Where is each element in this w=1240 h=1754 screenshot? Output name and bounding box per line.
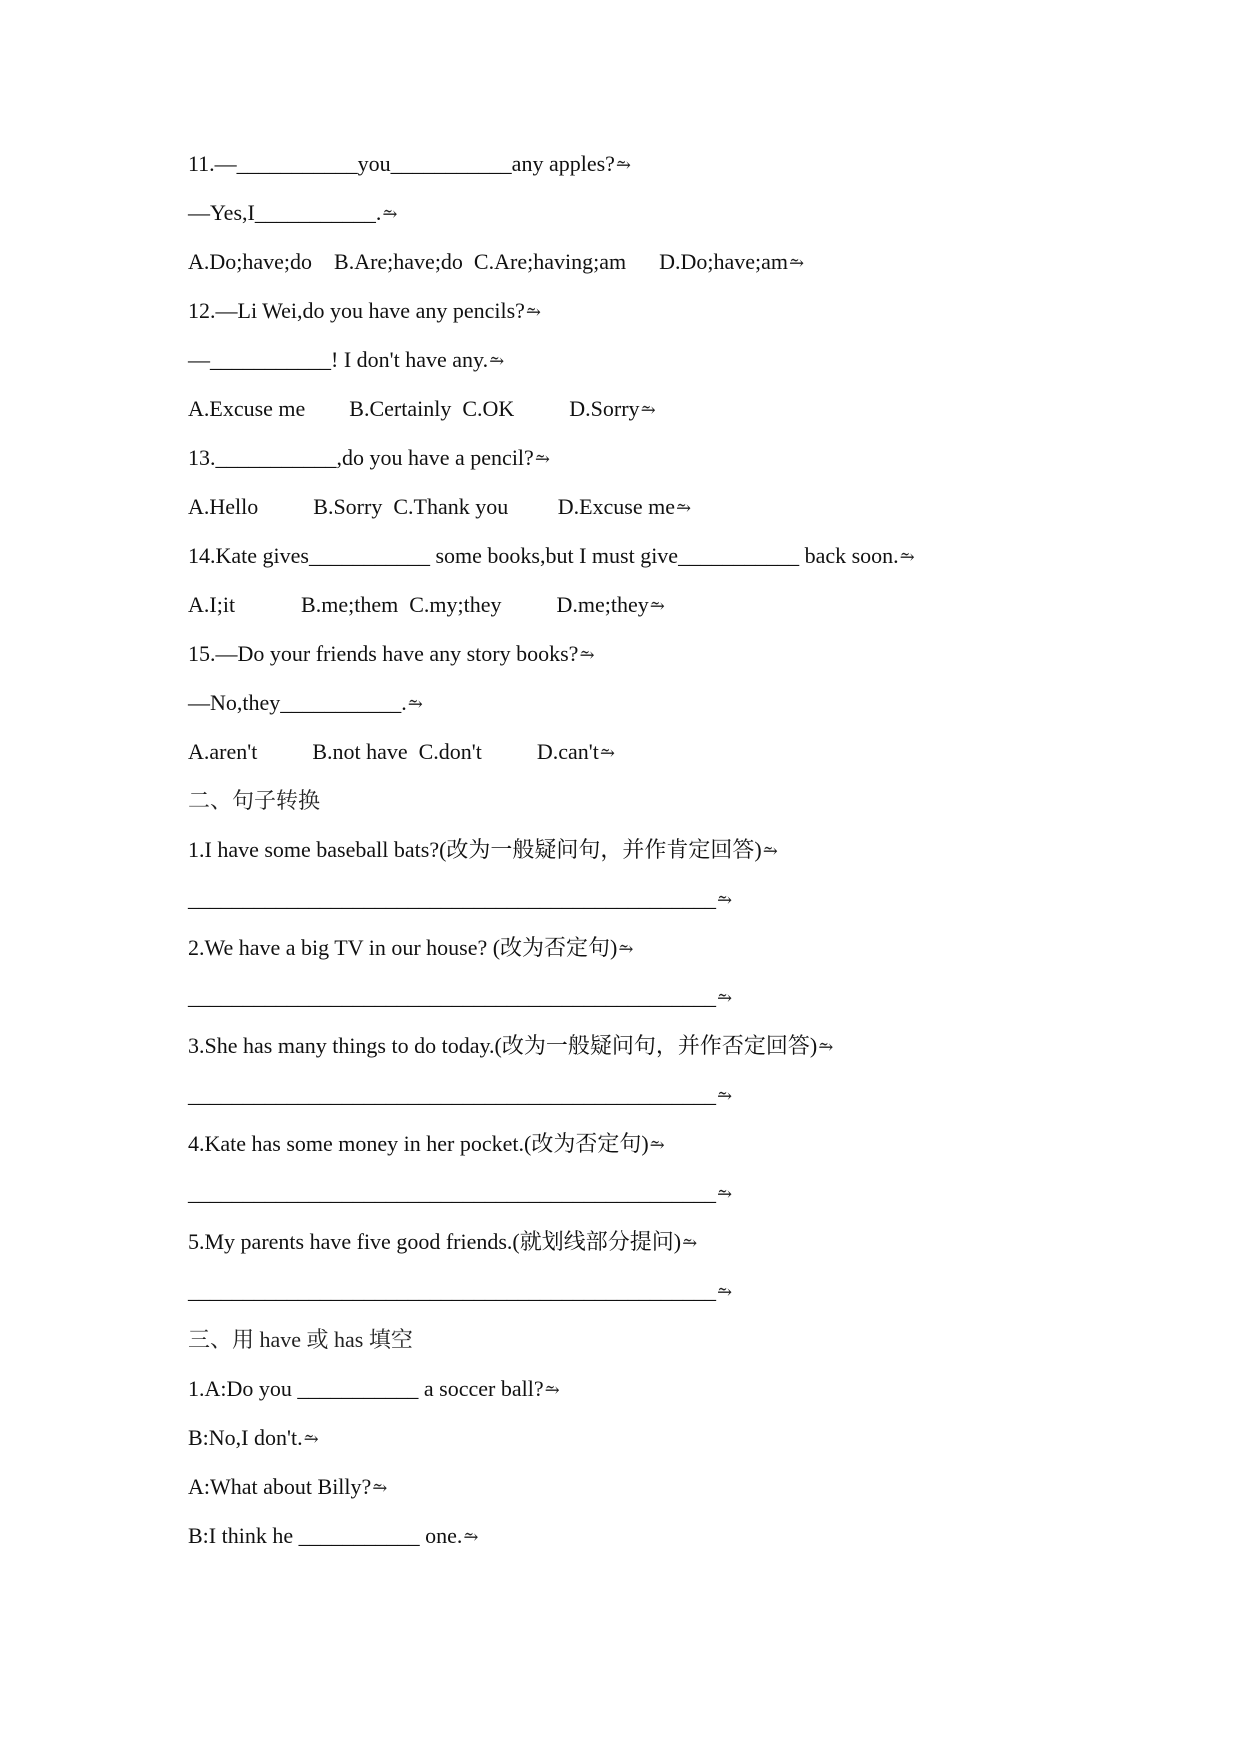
paragraph-mark-icon: ⥲ bbox=[599, 743, 615, 763]
paragraph-mark-icon: ⥲ bbox=[489, 351, 505, 371]
paragraph-mark-icon: ⥲ bbox=[640, 400, 656, 420]
transform-1-prompt: 1.I have some baseball bats?(改为一般疑问句，并作肯定回答)⥲ bbox=[188, 837, 778, 862]
question-15-stem: 15.—Do your friends have any story books?⥲ bbox=[188, 641, 595, 666]
fill-1-d: B:I think he ___________ one.⥲ bbox=[188, 1523, 479, 1548]
section-3-heading: 三、用 have 或 has 填空 bbox=[188, 1327, 413, 1352]
paragraph-mark-icon: ⥲ bbox=[682, 1233, 698, 1253]
paragraph-mark-icon: ⥲ bbox=[676, 498, 692, 518]
question-11-stem: 11.—___________you___________any apples?⥲ bbox=[188, 151, 632, 176]
question-15-options: A.aren't B.not have C.don't D.can't⥲ bbox=[188, 739, 615, 764]
paragraph-mark-icon: ⥲ bbox=[544, 1380, 560, 1400]
section-2-heading: 二、句子转换 bbox=[188, 788, 321, 813]
transform-1-blank[interactable]: ________________________________________________⥲ bbox=[188, 886, 733, 911]
question-13-options: A.Hello B.Sorry C.Thank you D.Excuse me⥲ bbox=[188, 494, 692, 519]
question-12-answer: —___________! I don't have any.⥲ bbox=[188, 347, 505, 372]
transform-5-blank[interactable]: ________________________________________________⥲ bbox=[188, 1278, 733, 1303]
paragraph-mark-icon: ⥲ bbox=[372, 1478, 388, 1498]
paragraph-mark-icon: ⥲ bbox=[717, 1282, 733, 1302]
question-13-stem: 13.___________,do you have a pencil?⥲ bbox=[188, 445, 550, 470]
transform-4-prompt: 4.Kate has some money in her pocket.(改为否定句)⥲ bbox=[188, 1131, 665, 1156]
transform-2-prompt: 2.We have a big TV in our house? (改为否定句)⥲ bbox=[188, 935, 634, 960]
transform-5-prompt: 5.My parents have five good friends.(就划线部分提问)⥲ bbox=[188, 1229, 698, 1254]
fill-1-c: A:What about Billy?⥲ bbox=[188, 1474, 388, 1499]
question-11-options: A.Do;have;do B.Are;have;do C.Are;having;am D.Do;have;am⥲ bbox=[188, 249, 805, 274]
transform-3-prompt: 3.She has many things to do today.(改为一般疑问句，并作否定回答)⥲ bbox=[188, 1033, 834, 1058]
paragraph-mark-icon: ⥲ bbox=[579, 645, 595, 665]
question-12-options: A.Excuse me B.Certainly C.OK D.Sorry⥲ bbox=[188, 396, 656, 421]
paragraph-mark-icon: ⥲ bbox=[407, 694, 423, 714]
paragraph-mark-icon: ⥲ bbox=[534, 449, 550, 469]
fill-1-b: B:No,I don't.⥲ bbox=[188, 1425, 319, 1450]
paragraph-mark-icon: ⥲ bbox=[717, 1086, 733, 1106]
paragraph-mark-icon: ⥲ bbox=[618, 939, 634, 959]
question-14-options: A.I;it B.me;them C.my;they D.me;they⥲ bbox=[188, 592, 665, 617]
paragraph-mark-icon: ⥲ bbox=[717, 1184, 733, 1204]
paragraph-mark-icon: ⥲ bbox=[717, 890, 733, 910]
worksheet-page bbox=[188, 150, 1148, 1571]
question-15-answer: —No,they___________.⥲ bbox=[188, 690, 423, 715]
paragraph-mark-icon: ⥲ bbox=[788, 253, 805, 273]
paragraph-mark-icon: ⥲ bbox=[303, 1429, 319, 1449]
paragraph-mark-icon: ⥲ bbox=[649, 1135, 665, 1155]
paragraph-mark-icon: ⥲ bbox=[615, 155, 632, 175]
paragraph-mark-icon: ⥲ bbox=[717, 988, 733, 1008]
transform-3-blank[interactable]: ________________________________________________⥲ bbox=[188, 1082, 733, 1107]
transform-2-blank[interactable]: ________________________________________________⥲ bbox=[188, 984, 733, 1009]
paragraph-mark-icon: ⥲ bbox=[525, 302, 542, 322]
paragraph-mark-icon: ⥲ bbox=[762, 841, 778, 861]
transform-4-blank[interactable]: ________________________________________________⥲ bbox=[188, 1180, 733, 1205]
question-14-stem: 14.Kate gives___________ some books,but I must give___________ back soon.⥲ bbox=[188, 543, 915, 568]
question-11-answer: —Yes,I___________.⥲ bbox=[188, 200, 398, 225]
paragraph-mark-icon: ⥲ bbox=[463, 1527, 479, 1547]
paragraph-mark-icon: ⥲ bbox=[818, 1037, 834, 1057]
paragraph-mark-icon: ⥲ bbox=[649, 596, 665, 616]
paragraph-mark-icon: ⥲ bbox=[899, 547, 915, 567]
fill-1-a: 1.A:Do you ___________ a soccer ball?⥲ bbox=[188, 1376, 560, 1401]
paragraph-mark-icon: ⥲ bbox=[382, 204, 398, 224]
question-12-stem: 12.—Li Wei,do you have any pencils?⥲ bbox=[188, 298, 542, 323]
